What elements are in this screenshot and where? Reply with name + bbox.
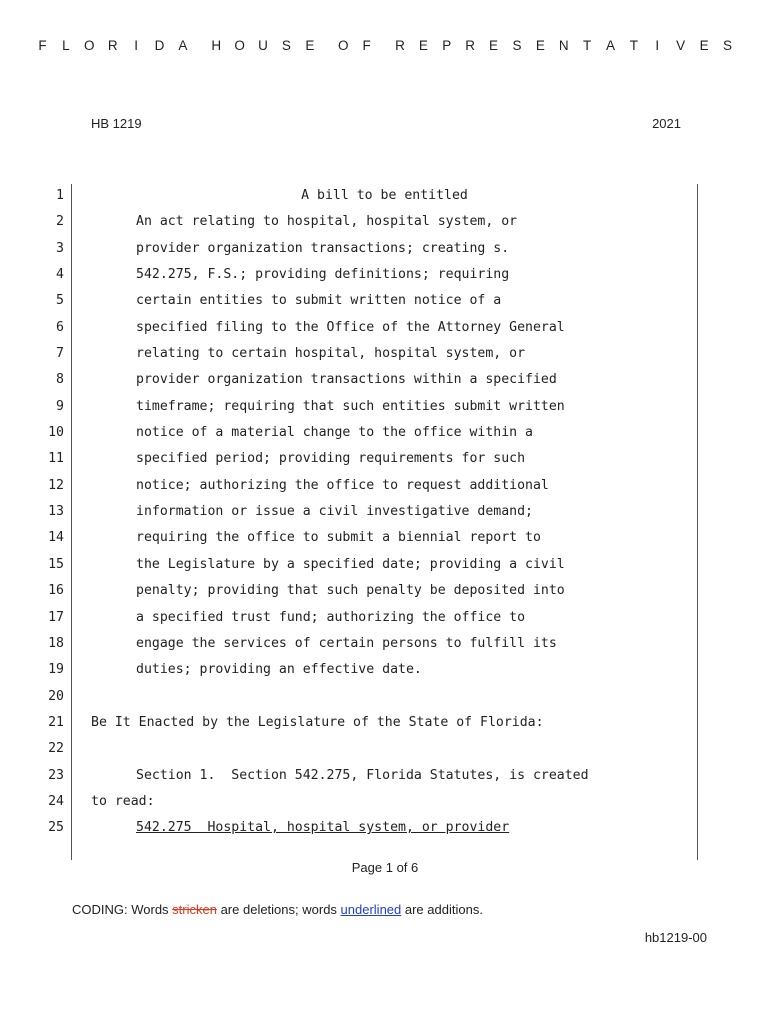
title-letter: T bbox=[582, 38, 592, 53]
coding-underlined-sample: underlined bbox=[340, 902, 402, 917]
title-letter: V bbox=[676, 38, 686, 53]
line-text: duties; providing an effective date. bbox=[136, 662, 422, 678]
bill-line bbox=[0, 370, 770, 396]
line-number: 13 bbox=[48, 504, 64, 520]
line-number: 19 bbox=[48, 662, 64, 678]
line-number: 25 bbox=[48, 820, 64, 836]
line-text: relating to certain hospital, hospital system, or bbox=[136, 346, 526, 362]
title-letter: I bbox=[134, 38, 138, 53]
line-number: 9 bbox=[56, 398, 64, 414]
title-letter: E bbox=[305, 38, 315, 53]
bill-line bbox=[0, 713, 770, 739]
bill-line bbox=[0, 687, 770, 713]
line-number: 23 bbox=[48, 767, 64, 783]
title-letter: P bbox=[442, 38, 452, 53]
bill-line bbox=[0, 608, 770, 634]
line-number: 15 bbox=[48, 556, 64, 572]
coding-legend bbox=[72, 902, 483, 917]
bill-line bbox=[0, 476, 770, 502]
line-text: information or issue a civil investigative demand; bbox=[136, 504, 533, 520]
title-letter: R bbox=[465, 38, 476, 53]
line-text: penalty; providing that such penalty be deposited into bbox=[136, 583, 565, 599]
line-number: 3 bbox=[56, 240, 64, 256]
bill-year: 2021 bbox=[652, 116, 681, 131]
line-number: 21 bbox=[48, 714, 64, 730]
bill-line bbox=[0, 660, 770, 686]
line-number: 2 bbox=[56, 214, 64, 230]
coding-prefix: CODING: Words bbox=[72, 902, 173, 917]
title-letter: O bbox=[337, 38, 349, 53]
chamber-title bbox=[0, 38, 770, 53]
line-number: 10 bbox=[48, 425, 64, 441]
coding-stricken-sample: stricken bbox=[172, 902, 217, 917]
line-text: a specified trust fund; authorizing the office to bbox=[136, 609, 526, 625]
line-number: 22 bbox=[48, 741, 64, 757]
bill-number: HB 1219 bbox=[91, 116, 142, 131]
line-text: Section 1. Section 542.275, Florida Statutes, is created bbox=[136, 767, 589, 783]
title-letter: R bbox=[395, 38, 405, 53]
bill-line bbox=[0, 528, 770, 554]
line-text: Be It Enacted by the Legislature of the State of Florida: bbox=[91, 714, 544, 730]
line-text: 542.275, F.S.; providing definitions; requiring bbox=[136, 267, 510, 283]
title-letter: A bbox=[606, 38, 616, 53]
bill-line bbox=[0, 186, 770, 212]
underlined-addition: 542.275 Hospital, hospital system, or provider bbox=[136, 820, 510, 836]
line-text: the Legislature by a specified date; providing a civil bbox=[136, 556, 565, 572]
title-letter: S bbox=[281, 38, 291, 53]
line-number: 1 bbox=[56, 188, 64, 203]
title-letter: D bbox=[154, 38, 165, 53]
line-text: notice; authorizing the office to request additional bbox=[136, 477, 549, 493]
bill-line bbox=[0, 318, 770, 344]
bill-line bbox=[0, 265, 770, 291]
line-number: 16 bbox=[48, 583, 64, 599]
bill-line bbox=[0, 581, 770, 607]
title-letter: I bbox=[655, 38, 660, 53]
line-text bbox=[136, 818, 509, 837]
title-letter: E bbox=[489, 38, 499, 53]
line-number: 4 bbox=[56, 267, 64, 283]
line-text: specified filing to the Office of the Attorney General bbox=[136, 319, 565, 335]
line-text: timeframe; requiring that such entities submit written bbox=[136, 398, 565, 414]
bill-line bbox=[0, 212, 770, 238]
title-letter: T bbox=[629, 38, 639, 53]
title-letter: L bbox=[62, 38, 70, 53]
bill-line bbox=[0, 239, 770, 265]
bill-line bbox=[0, 818, 770, 844]
title-letter: O bbox=[84, 38, 95, 53]
title-letter: H bbox=[211, 38, 222, 53]
bill-line bbox=[0, 502, 770, 528]
line-number: 12 bbox=[48, 477, 64, 493]
bill-line bbox=[0, 397, 770, 423]
title-letter: E bbox=[699, 38, 709, 53]
line-number: 24 bbox=[48, 793, 64, 809]
title-letter: R bbox=[107, 38, 118, 53]
line-text: provider organization transactions; creating s. bbox=[136, 240, 510, 256]
line-number: 20 bbox=[48, 688, 64, 704]
line-text: A bill to be entitled bbox=[301, 188, 468, 203]
line-number: 11 bbox=[48, 451, 64, 467]
line-number: 18 bbox=[48, 635, 64, 651]
bill-line bbox=[0, 792, 770, 818]
title-letter: O bbox=[234, 38, 245, 53]
bill-line bbox=[0, 766, 770, 792]
bill-line bbox=[0, 291, 770, 317]
line-number: 14 bbox=[48, 530, 64, 546]
bill-line bbox=[0, 423, 770, 449]
title-letter: A bbox=[178, 38, 188, 53]
line-text: provider organization transactions within a specified bbox=[136, 372, 557, 388]
title-letter: E bbox=[418, 38, 428, 53]
title-letter: F bbox=[362, 38, 371, 53]
bill-line bbox=[0, 555, 770, 581]
line-text: to read: bbox=[91, 793, 155, 809]
bill-line bbox=[0, 634, 770, 660]
title-letter: F bbox=[38, 38, 47, 53]
title-letter: N bbox=[558, 38, 569, 53]
title-letter: E bbox=[535, 38, 545, 53]
bill-text bbox=[0, 186, 770, 845]
line-number: 8 bbox=[56, 372, 64, 388]
bill-line bbox=[0, 739, 770, 765]
title-letter: S bbox=[722, 38, 732, 53]
line-text: specified period; providing requirements for such bbox=[136, 451, 526, 467]
bill-line bbox=[0, 344, 770, 370]
line-number: 5 bbox=[56, 293, 64, 309]
title-letter: U bbox=[258, 38, 268, 53]
line-text: notice of a material change to the office within a bbox=[136, 425, 533, 441]
line-text: engage the services of certain persons to fulfill its bbox=[136, 635, 557, 651]
coding-suffix: are additions. bbox=[401, 902, 483, 917]
line-number: 17 bbox=[48, 609, 64, 625]
coding-middle: are deletions; words bbox=[216, 902, 341, 917]
title-letter: S bbox=[512, 38, 522, 53]
document-id: hb1219-00 bbox=[644, 930, 707, 945]
line-text: An act relating to hospital, hospital system, or bbox=[136, 214, 518, 230]
page-number: Page 1 of 6 bbox=[351, 860, 419, 875]
line-number: 7 bbox=[56, 346, 64, 362]
bill-line bbox=[0, 449, 770, 475]
line-text: certain entities to submit written notice of a bbox=[136, 293, 502, 309]
line-text: requiring the office to submit a biennial report to bbox=[136, 530, 541, 546]
line-number: 6 bbox=[56, 319, 64, 335]
